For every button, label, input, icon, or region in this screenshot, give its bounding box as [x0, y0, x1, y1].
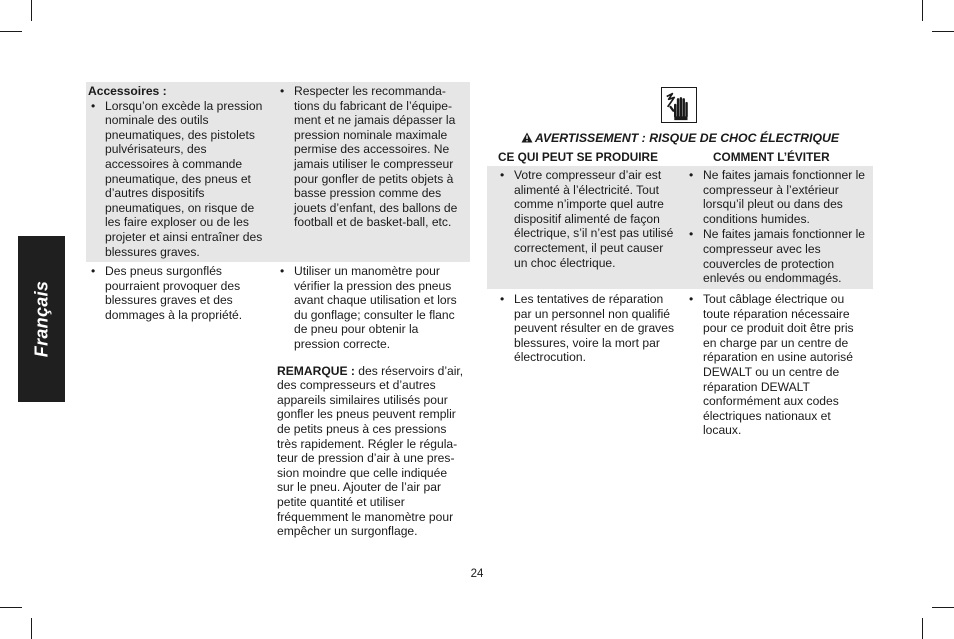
list-item: • Ne faites jamais fonctionner le compresseur avec les couvercles de protection enlevés ou endommagés.: [686, 227, 870, 285]
right-row1-col2: [686, 168, 870, 287]
list-item: • Ne faites jamais fonctionner le compresseur à l’extérieur lorsqu’il pleut ou dans des conditions humides.: [686, 168, 870, 226]
left-row1-col1: [88, 84, 264, 260]
list-item: • Des pneus surgonflés pourraient provoquer des blessures graves et des dommages à la propriété.: [88, 264, 258, 322]
note-text: des réservoirs d’air, des compresseurs et d’autres appareils similaires utilisés pour gonfler les pneus peuvent remplir de petits pneus à ces pressions très rapidement. Régler le régula-teur de pression d’air à une pres-sion moindre que celle indiquée sur le pneu. Ajouter de l’air par petite quantité et utiliser fréquemment le manomètre pour empêcher un surgonflage.: [277, 363, 464, 539]
list-item: • Votre compresseur d’air est alimenté à l’électricité. Tout comme n’importe quel autre dispositif alimenté de façon électrique, s’il n’est pas utilisé correctement, il peut causer un choc électrique.: [497, 168, 677, 270]
bullet-list: [497, 292, 677, 365]
column-header-what-can-happen: CE QUI PEUT SE PRODUIRE: [498, 150, 658, 164]
warning-title: [487, 131, 873, 146]
list-item: • Les tentatives de réparation par un personnel non qualifié peuvent résulter en de graves blessures, voire la mort par électrocution.: [497, 292, 677, 365]
bullet-list: [497, 168, 677, 270]
crop-mark: [922, 0, 923, 21]
bullet-list: [686, 292, 858, 438]
crop-mark: [922, 618, 923, 639]
warning-triangle-icon: [521, 132, 533, 143]
bullet-list: [88, 264, 258, 322]
list-item: • Utiliser un manomètre pour vérifier la pression des pneus avant chaque utilisation et lors du gonflage; consulter le flanc de pneu pour obtenir la pression correcte.: [277, 264, 467, 352]
left-row2-col1: [88, 264, 258, 323]
warning-title-text: AVERTISSEMENT : RISQUE DE CHOC ÉLECTRIQUE: [534, 131, 840, 145]
section-title-accessoires: Accessoires :: [88, 84, 167, 98]
list-item: • Tout câblage électrique ou toute réparation nécessaire pour ce produit doit être pris en charge par un centre de réparation en usine autorisé DEWALT ou un centre de réparation DEWALT conformément aux codes électriques nationaux et locaux.: [686, 292, 858, 438]
left-row2-col2: [277, 264, 467, 539]
crop-mark: [31, 0, 32, 21]
crop-mark: [0, 607, 22, 608]
remarque-note: [277, 364, 467, 539]
list-item: • Respecter les recommanda-tions du fabricant de l’équipe-ment et ne jamais dépasser la pression nominale maximale permise des accessoires. Ne jamais utiliser le compresseur pour gonfler de petits objets à basse pression comme des jouets d’enfant, des ballons de football et de basket-ball, etc.: [277, 84, 459, 230]
note-label: REMARQUE :: [277, 363, 355, 378]
crop-mark: [932, 607, 954, 608]
electric-shock-hand-icon: [661, 87, 697, 123]
left-row1-col2: [277, 84, 459, 231]
crop-mark: [932, 31, 954, 32]
bullet-list: [686, 168, 870, 286]
crop-mark: [0, 31, 22, 32]
page-number: 24: [470, 568, 484, 580]
bullet-list: [277, 264, 467, 352]
right-row2-col1: [497, 292, 677, 366]
column-header-how-to-avoid: COMMENT L’ÉVITER: [713, 150, 830, 164]
bullet-list: [88, 99, 264, 260]
crop-mark: [31, 618, 32, 639]
right-row2-col2: [686, 292, 858, 439]
language-label: Français: [31, 280, 52, 358]
bullet-list: [277, 84, 459, 230]
right-row1-col1: [497, 168, 677, 271]
language-side-tab: [18, 236, 65, 402]
list-item: • Lorsqu’on excède la pression nominale des outils pneumatiques, des pistolets pulvérisateurs, des accessoires à commande pneumatique, des pneus et d’autres dispositifs pneumatiques, on risque de les faire exploser ou de les projeter et ainsi entraîner des blessures graves.: [88, 99, 264, 260]
